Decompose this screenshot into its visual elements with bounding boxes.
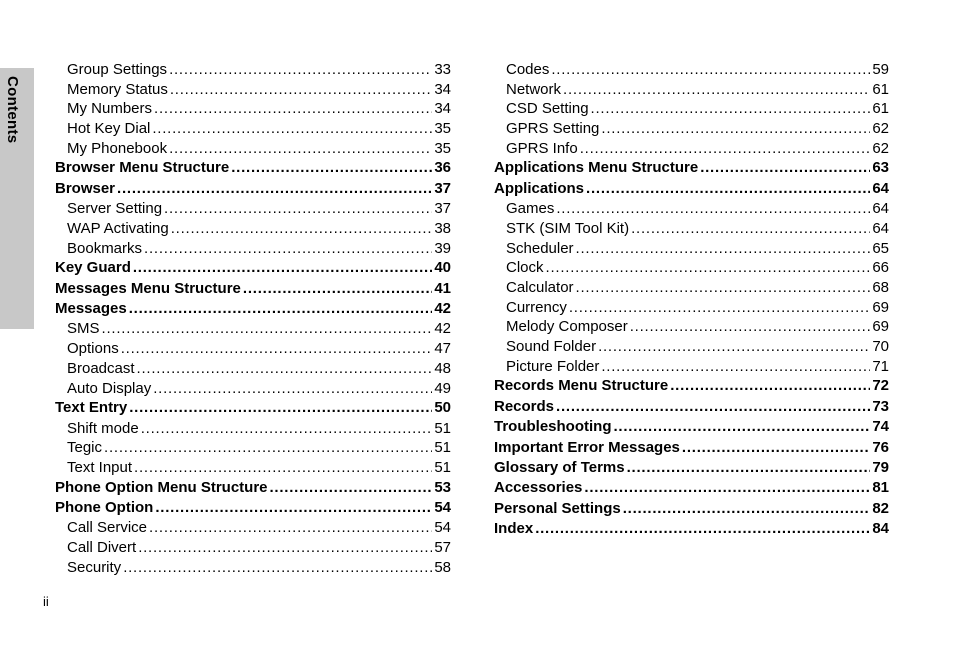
toc-entry-page: 41 <box>434 279 451 297</box>
dot-leader <box>104 438 432 458</box>
toc-entry[interactable] <box>494 438 889 458</box>
toc-entry[interactable] <box>55 179 451 199</box>
dot-leader <box>171 219 433 239</box>
toc-entry[interactable] <box>55 518 451 538</box>
dot-leader <box>155 498 432 518</box>
toc-entry[interactable] <box>55 438 451 458</box>
dot-leader <box>591 99 871 119</box>
toc-entry[interactable] <box>494 337 889 357</box>
toc-entry-label: Calculator <box>506 278 574 296</box>
toc-entry-page: 35 <box>434 139 451 157</box>
dot-leader <box>170 80 432 100</box>
toc-entry-label: Personal Settings <box>494 499 621 517</box>
toc-entry-page: 79 <box>872 458 889 476</box>
toc-entry[interactable] <box>494 519 889 539</box>
toc-entry-page: 71 <box>872 357 889 375</box>
toc-entry[interactable] <box>494 179 889 199</box>
toc-entry-page: 36 <box>434 159 451 177</box>
dot-leader <box>551 60 870 80</box>
toc-entry-label: Currency <box>506 298 567 316</box>
dot-leader <box>164 199 432 219</box>
toc-entry-page: 63 <box>872 159 889 177</box>
toc-entry-page: 54 <box>434 519 451 537</box>
dot-leader <box>117 179 432 199</box>
toc-entry[interactable] <box>494 499 889 519</box>
dot-leader <box>627 458 871 478</box>
toc-entry-page: 35 <box>434 120 451 138</box>
toc-entry[interactable] <box>55 538 451 558</box>
toc-entry[interactable] <box>55 279 451 299</box>
dot-leader <box>576 278 871 298</box>
toc-entry[interactable] <box>494 397 889 417</box>
toc-entry[interactable] <box>494 99 889 119</box>
toc-entry-page: 73 <box>872 397 889 415</box>
dot-leader <box>134 458 432 478</box>
dot-leader <box>601 119 870 139</box>
toc-entry[interactable] <box>494 478 889 498</box>
toc-entry-page: 48 <box>434 359 451 377</box>
toc-entry-label: Picture Folder <box>506 357 600 375</box>
toc-entry-label: Call Divert <box>67 539 137 557</box>
dot-leader <box>138 538 432 558</box>
toc-right-column <box>494 60 889 540</box>
toc-entry[interactable] <box>55 398 451 418</box>
dot-leader <box>169 139 432 159</box>
toc-entry[interactable] <box>494 357 889 377</box>
toc-entry-label: Important Error Messages <box>494 438 680 456</box>
toc-entry-page: 51 <box>434 419 451 437</box>
toc-entry-page: 69 <box>872 318 889 336</box>
toc-entry-page: 37 <box>434 179 451 197</box>
toc-entry-label: Key Guard <box>55 259 131 277</box>
toc-entry[interactable] <box>55 239 451 259</box>
dot-leader <box>556 397 870 417</box>
toc-entry[interactable] <box>494 60 889 80</box>
toc-entry[interactable] <box>494 258 889 278</box>
toc-entry[interactable] <box>494 80 889 100</box>
toc-entry-label: Broadcast <box>67 359 135 377</box>
toc-left-column <box>55 60 451 578</box>
dot-leader <box>631 219 870 239</box>
dot-leader <box>169 60 432 80</box>
toc-entry-page: 70 <box>872 338 889 356</box>
toc-entry[interactable] <box>494 119 889 139</box>
toc-entry[interactable] <box>494 376 889 396</box>
toc-entry-page: 39 <box>434 239 451 257</box>
toc-entry[interactable] <box>55 199 451 219</box>
toc-entry-label: Server Setting <box>67 200 163 218</box>
toc-entry-page: 62 <box>872 120 889 138</box>
toc-entry-page: 69 <box>872 298 889 316</box>
toc-entry-page: 66 <box>872 259 889 277</box>
toc-entry-page: 61 <box>872 80 889 98</box>
toc-entry-page: 57 <box>434 539 451 557</box>
dot-leader <box>231 158 432 178</box>
toc-entry[interactable] <box>55 60 451 80</box>
dot-leader <box>144 239 432 259</box>
toc-entry-page: 51 <box>434 439 451 457</box>
toc-entry[interactable] <box>55 139 451 159</box>
dot-leader <box>670 376 870 396</box>
dot-leader <box>576 239 871 259</box>
toc-entry[interactable] <box>55 359 451 379</box>
toc-entry-page: 74 <box>872 418 889 436</box>
toc-entry-label: CSD Setting <box>506 100 589 118</box>
dot-leader <box>598 337 870 357</box>
toc-entry-label: Index <box>494 520 534 538</box>
toc-entry[interactable] <box>494 158 889 178</box>
dot-leader <box>129 299 433 319</box>
toc-entry-page: 42 <box>434 300 451 318</box>
page-number: ii <box>43 594 49 609</box>
toc-entry-label: Messages Menu Structure <box>55 279 241 297</box>
toc-entry[interactable] <box>494 317 889 337</box>
toc-entry-page: 42 <box>434 320 451 338</box>
toc-entry-label: Accessories <box>494 479 583 497</box>
dot-leader <box>152 119 432 139</box>
toc-entry-label: Security <box>67 558 122 576</box>
toc-entry-label: Records Menu Structure <box>494 377 669 395</box>
toc-entry-label: Records <box>494 397 555 415</box>
toc-entry[interactable] <box>55 319 451 339</box>
toc-entry-page: 68 <box>872 278 889 296</box>
toc-entry-page: 61 <box>872 100 889 118</box>
toc-entry[interactable] <box>55 80 451 100</box>
toc-entry-page: 72 <box>872 377 889 395</box>
toc-entry-page: 84 <box>872 520 889 538</box>
toc-entry[interactable] <box>494 298 889 318</box>
toc-entry[interactable] <box>55 99 451 119</box>
toc-entry-page: 34 <box>434 80 451 98</box>
toc-entry-label: Clock <box>506 259 544 277</box>
dot-leader <box>682 438 870 458</box>
toc-entry-label: Browser Menu Structure <box>55 159 230 177</box>
toc-entry-label: Glossary of Terms <box>494 458 625 476</box>
toc-entry-page: 76 <box>872 438 889 456</box>
dot-leader <box>630 317 871 337</box>
toc-entry-label: Codes <box>506 61 550 78</box>
toc-entry[interactable] <box>55 558 451 578</box>
toc-entry[interactable] <box>494 458 889 478</box>
toc-entry-label: SMS <box>67 320 100 338</box>
dot-leader <box>535 519 870 539</box>
toc-entry[interactable] <box>494 139 889 159</box>
toc-entry[interactable] <box>55 219 451 239</box>
toc-entry-label: Sound Folder <box>506 338 597 356</box>
dot-leader <box>700 158 870 178</box>
toc-entry[interactable] <box>55 258 451 278</box>
toc-entry[interactable] <box>55 299 451 319</box>
toc-entry-label: Auto Display <box>67 379 152 397</box>
toc-entry-page: 40 <box>434 259 451 277</box>
toc-entry-page: 53 <box>434 478 451 496</box>
dot-leader <box>102 319 433 339</box>
contents-tab-label: Contents <box>4 76 21 144</box>
toc-entry-page: 82 <box>872 499 889 517</box>
toc-entry-label: GPRS Info <box>506 139 578 157</box>
toc-entry-label: Applications Menu Structure <box>494 159 699 177</box>
toc-entry-page: 50 <box>434 399 451 417</box>
dot-leader <box>601 357 870 377</box>
toc-entry-label: Shift mode <box>67 419 139 437</box>
toc-entry-page: 81 <box>872 479 889 497</box>
toc-entry-label: Applications <box>494 179 585 197</box>
toc-entry-label: Melody Composer <box>506 318 628 336</box>
dot-leader <box>141 419 433 439</box>
toc-entry[interactable] <box>55 119 451 139</box>
dot-leader <box>623 499 871 519</box>
toc-entry-label: Phone Option <box>55 499 154 517</box>
toc-entry-page: 54 <box>434 499 451 517</box>
toc-entry-page: 58 <box>434 558 451 576</box>
dot-leader <box>546 258 871 278</box>
toc-entry-page: 34 <box>434 100 451 118</box>
contents-side-tab <box>0 68 34 329</box>
toc-entry-page: 64 <box>872 200 889 218</box>
toc-entry-page: 49 <box>434 379 451 397</box>
toc-entry-label: Options <box>67 340 119 358</box>
toc-entry[interactable] <box>55 478 451 498</box>
dot-leader <box>154 99 432 119</box>
toc-entry-label: Hot Key Dial <box>67 120 151 138</box>
toc-entry[interactable] <box>55 379 451 399</box>
toc-entry[interactable] <box>55 339 451 359</box>
toc-entry-label: Tegic <box>67 439 103 457</box>
toc-entry-label: STK (SIM Tool Kit) <box>506 219 630 237</box>
toc-entry-page: 51 <box>434 458 451 476</box>
toc-entry-label: Bookmarks <box>67 239 143 257</box>
toc-entry-label: WAP Activating <box>67 219 169 237</box>
toc-entry-label: Text Entry <box>55 399 128 417</box>
toc-entry[interactable] <box>494 417 889 437</box>
toc-entry-label: Messages <box>55 300 127 318</box>
dot-leader <box>563 80 870 100</box>
toc-entry-page: 64 <box>872 219 889 237</box>
toc-entry-label: Network <box>506 80 562 98</box>
toc-entry[interactable] <box>55 498 451 518</box>
toc-entry[interactable] <box>494 278 889 298</box>
toc-entry-page: 62 <box>872 139 889 157</box>
toc-entry-page: 33 <box>434 61 451 78</box>
dot-leader <box>580 139 871 159</box>
dot-leader <box>556 199 870 219</box>
dot-leader <box>121 339 433 359</box>
toc-entry-page: 37 <box>434 200 451 218</box>
toc-entry[interactable] <box>55 458 451 478</box>
dot-leader <box>586 179 870 199</box>
toc-entry-label: Scheduler <box>506 239 574 257</box>
toc-entry-page: 59 <box>872 61 889 78</box>
dot-leader <box>584 478 870 498</box>
dot-leader <box>137 359 433 379</box>
toc-entry[interactable] <box>494 219 889 239</box>
toc-entry-label: My Numbers <box>67 100 153 118</box>
dot-leader <box>614 417 871 437</box>
toc-entry-label: Troubleshooting <box>494 418 612 436</box>
dot-leader <box>133 258 432 278</box>
toc-entry[interactable] <box>494 199 889 219</box>
toc-entry-page: 65 <box>872 239 889 257</box>
dot-leader <box>153 379 432 399</box>
toc-entry[interactable] <box>55 419 451 439</box>
dot-leader <box>569 298 870 318</box>
dot-leader <box>243 279 432 299</box>
toc-entry[interactable] <box>55 158 451 178</box>
toc-entry-page: 38 <box>434 219 451 237</box>
toc-entry-page: 47 <box>434 340 451 358</box>
toc-entry-label: Text Input <box>67 458 133 476</box>
toc-entry-label: Games <box>506 200 555 218</box>
dot-leader <box>149 518 432 538</box>
dot-leader <box>123 558 432 578</box>
toc-entry-label: Group Settings <box>67 61 168 78</box>
dot-leader <box>270 478 433 498</box>
toc-entry-label: Browser <box>55 179 116 197</box>
dot-leader <box>129 398 432 418</box>
toc-entry[interactable] <box>494 239 889 259</box>
toc-entry-label: Memory Status <box>67 80 168 98</box>
toc-entry-label: Phone Option Menu Structure <box>55 478 268 496</box>
toc-entry-page: 64 <box>872 179 889 197</box>
toc-entry-label: GPRS Setting <box>506 120 600 138</box>
toc-entry-label: My Phonebook <box>67 139 168 157</box>
toc-entry-label: Call Service <box>67 519 148 537</box>
